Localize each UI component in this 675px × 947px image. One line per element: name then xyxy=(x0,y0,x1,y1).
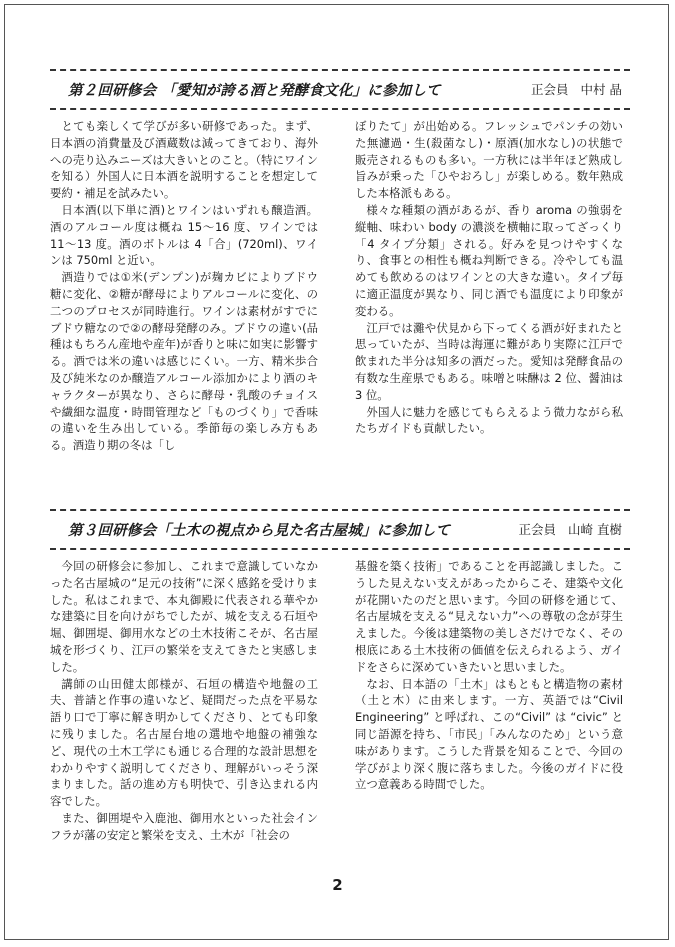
divider xyxy=(50,108,630,110)
article1-author-name: 中村 晶 xyxy=(580,82,622,97)
paragraph: 江戸では灘や伏見から下ってくる酒が好まれたと思っていたが、当時は海運に難があり実際に江戸で飲まれた半分は知多の酒だった。愛知は発酵食品の有数な生産県でもある。味噌と味醂は 2 位、醤油は 3 位。 xyxy=(355,320,623,402)
article1-title: 第２回研修会 「愛知が誇る酒と発酵食文化」に参加して xyxy=(68,82,441,99)
paragraph: 外国人に魅力を感じてもらえるよう微力ながら私たちガイドも貢献したい。 xyxy=(355,404,623,436)
paragraph: 今回の研修会に参加し、これまで意識していなかった名古屋城の“足元の技術”に深く感銘を受けりました。私はこれまで、本丸御殿に代表される華やかな建築に目を向けがちでしたが、城を支える石垣や堀、御囲堤、御用水などの土木技術こそが、名古屋城を形づくり、江戸の繁栄を支えてきたと実感しました。 xyxy=(50,559,318,674)
article2-author-name: 山崎 直樹 xyxy=(568,522,622,537)
paragraph: とても楽しくて学びが多い研修であった。まず、日本酒の消費量及び酒蔵数は減ってきており、海外への売り込みニーズは大きいとのこと。（特にワインを知る）外国人に日本酒を説明することを想定して要約・補足を試みたい。 xyxy=(50,119,318,201)
article2-author-role: 正会員 xyxy=(518,522,557,537)
paragraph: 様々な種類の酒があるが、香り aroma の強弱を縦軸、味わい body の濃淡を横軸に取ってざっくり「4 タイプ分類」される。好みを見つけやすくなり、食事との相性も概ね判断できる。冷やしても温めても飲めるのはワインとの大きな違い。タイプ毎に適正温度が異なり、同じ酒でも温度により印象が変わる。 xyxy=(355,202,623,318)
article2-left-column xyxy=(50,558,318,870)
paragraph: ぼりたて」が出始める。フレッシュでパンチの効いた無濾過・生(殺菌なし)・原酒(加水なし)の状態で販売されるものも多い。一方秋には半年ほど熟成し旨みが乗った「ひやおろし」が楽しめる。数年熟成した本格派もある。 xyxy=(355,119,623,201)
paragraph: 日本酒(以下単に酒)とワインはいずれも醸造酒。酒のアルコール度は概ね 15～16 度、ワインでは 11～13 度。酒のボトルは 4「合」(720ml)、ワインは 750ml と近い。 xyxy=(50,202,318,268)
page-number: 2 xyxy=(332,876,343,894)
paragraph: 講師の山田健太郎様が、石垣の構造や地盤の工夫、普請と作事の違いなど、疑問だった点を平易な語り口で丁寧に解き明かしてくださり、とても印象に残りました。名古屋台地の選地や地盤の補強など、現代の土木工学にも通じる合理的な設計思想をわかりやすく説明してくださり、理解がいっそう深まりました。話の進め方も明快で、引き込まれる内容でした。 xyxy=(50,676,318,809)
article2-title: 第３回研修会「土木の視点から見た名古屋城」に参加して xyxy=(68,522,451,539)
divider xyxy=(50,548,630,550)
paragraph: なお、日本語の「土木」はもともと構造物の素材（土と木）に由来します。一方、英語では“Civil Engineering” と呼ばれ、この“Civil” は “civic” と同じ語源を持ち、「市民」「みんなのため」という意味があります。こうした背景を知ることで、今回の学びがより深く腹に落ちました。今後のガイドに役立つ意義ある時間でした。 xyxy=(355,676,623,792)
article1-left-column xyxy=(50,118,318,498)
article1-author xyxy=(531,80,622,98)
paragraph: また、御囲堤や入鹿池、御用水といった社会インフラが藩の安定と繁栄を支え、土木が「社会の xyxy=(50,810,318,842)
divider xyxy=(50,509,630,511)
article1-right-column xyxy=(355,118,623,498)
paragraph: 酒造りでは①米(デンプン)が麹カビによりブドウ糖に変化、②糖が酵母によりアルコールに変化、の二つのプロセスが同時進行。ワインは素材がすでにブドウ糖なので②の酵母発酵のみ。ブドウの違い(品種はもちろん産地や産年)が香りと味に如実に影響する。酒では米の違いは感じにくい。一方、精米歩合及び純米なのか醸造アルコール添加かにより酒のキャラクターが異なり、さらに酵母・乳酸のチョイスや繊細な温度・時間管理など「ものづくり」で香味の違いを生み出している。季節毎の楽しみ方もある。酒造り期の冬は「し xyxy=(50,270,318,453)
article2-author xyxy=(519,520,623,538)
article2-header xyxy=(50,517,630,541)
article1-author-role: 正会員 xyxy=(531,82,569,97)
paragraph: 基盤を築く技術」であることを再認識しました。こうした見えない支えがあったからこそ、建築や文化が花開いたのだと思います。今回の研修を通じて、名古屋城を支える“見えない力”への尊敬の念が芽生えました。今後は建築物の美しさだけでなく、その根底にある土木技術の価値を伝えられるよう、ガイドをさらに深めていきたいと思いました。 xyxy=(355,559,623,674)
article1-header xyxy=(50,77,630,101)
article2-right-column xyxy=(355,558,623,870)
divider-top xyxy=(50,69,630,71)
